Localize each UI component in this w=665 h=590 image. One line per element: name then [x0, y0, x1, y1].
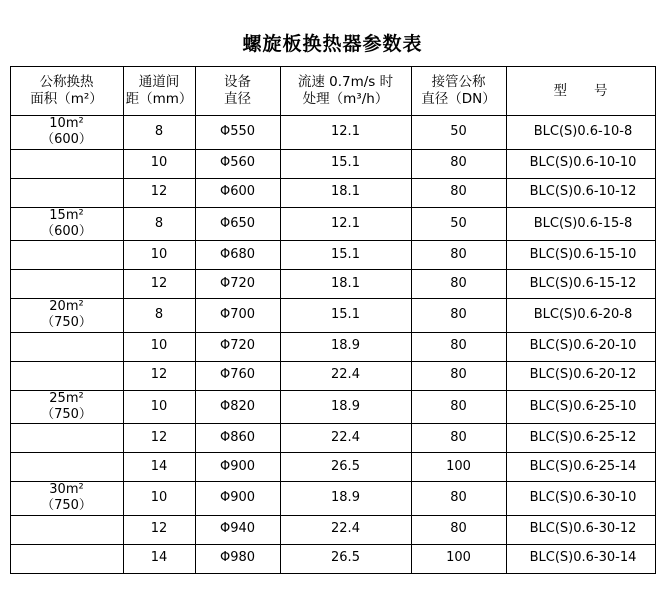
column-header-flow-line2: 处理（m³/h） [302, 91, 389, 107]
table-row [10, 207, 655, 241]
cell-diameter: Φ550 [195, 116, 280, 150]
table-row [10, 361, 655, 390]
cell-diameter: Φ760 [195, 361, 280, 390]
cell-dn: 80 [411, 515, 506, 544]
cell-gap: 10 [123, 241, 195, 270]
cell-area [10, 424, 123, 453]
table-row [10, 482, 655, 516]
table-row [10, 270, 655, 299]
cell-area [10, 207, 123, 241]
column-header-dn-line2: 直径（DN） [421, 91, 496, 107]
column-header-area-line2: 面积（m²） [30, 91, 103, 107]
column-header-diameter-line1: 设备 [224, 74, 251, 91]
cell-dn: 80 [411, 332, 506, 361]
cell-area [10, 390, 123, 424]
cell-gap: 8 [123, 116, 195, 150]
cell-gap: 12 [123, 515, 195, 544]
cell-diameter: Φ680 [195, 241, 280, 270]
table-row [10, 453, 655, 482]
cell-gap: 14 [123, 453, 195, 482]
cell-area [10, 332, 123, 361]
page-title: 螺旋板换热器参数表 [242, 33, 423, 55]
cell-flow: 26.5 [280, 544, 411, 573]
column-header-gap-line2: 距（mm） [125, 91, 193, 107]
cell-flow: 12.1 [280, 207, 411, 241]
cell-dn: 80 [411, 178, 506, 207]
column-header-flow [280, 67, 411, 116]
cell-dn: 50 [411, 207, 506, 241]
cell-dn: 80 [411, 241, 506, 270]
column-header-area [10, 67, 123, 116]
table-row [10, 544, 655, 573]
cell-flow: 18.9 [280, 390, 411, 424]
cell-diameter: Φ980 [195, 544, 280, 573]
table-row [10, 149, 655, 178]
column-header-dn [411, 67, 506, 116]
cell-flow: 15.1 [280, 299, 411, 333]
cell-model: BLC(S)0.6-20-8 [506, 299, 655, 333]
column-header-diameter [195, 67, 280, 116]
table-header-row [10, 67, 655, 116]
cell-diameter: Φ900 [195, 453, 280, 482]
table-row [10, 390, 655, 424]
table-row [10, 116, 655, 150]
cell-diameter: Φ560 [195, 149, 280, 178]
cell-gap: 14 [123, 544, 195, 573]
cell-model: BLC(S)0.6-10-12 [506, 178, 655, 207]
table-row [10, 332, 655, 361]
cell-area-line2: （750） [41, 315, 92, 331]
cell-area-line1: 15m² [49, 207, 84, 223]
cell-gap: 10 [123, 149, 195, 178]
table-row [10, 178, 655, 207]
cell-model: BLC(S)0.6-25-14 [506, 453, 655, 482]
cell-gap: 10 [123, 482, 195, 516]
cell-area [10, 178, 123, 207]
cell-diameter: Φ720 [195, 270, 280, 299]
cell-model: BLC(S)0.6-15-12 [506, 270, 655, 299]
cell-diameter: Φ820 [195, 390, 280, 424]
cell-area [10, 270, 123, 299]
column-header-gap [123, 67, 195, 116]
cell-flow: 18.9 [280, 482, 411, 516]
cell-flow: 22.4 [280, 515, 411, 544]
cell-area [10, 482, 123, 516]
cell-diameter: Φ700 [195, 299, 280, 333]
cell-model: BLC(S)0.6-30-10 [506, 482, 655, 516]
cell-area [10, 361, 123, 390]
column-header-flow-line1: 流速 0.7m/s 时 [297, 74, 394, 91]
cell-area [10, 515, 123, 544]
cell-gap: 8 [123, 207, 195, 241]
cell-area-line2: （600） [41, 223, 92, 239]
table-row [10, 241, 655, 270]
cell-area-line1: 10m² [49, 116, 84, 131]
cell-area [10, 241, 123, 270]
cell-area [10, 149, 123, 178]
cell-flow: 18.9 [280, 332, 411, 361]
cell-area-line1: 30m² [49, 482, 84, 497]
cell-dn: 80 [411, 361, 506, 390]
table-row [10, 424, 655, 453]
cell-diameter: Φ900 [195, 482, 280, 516]
cell-dn: 100 [411, 544, 506, 573]
cell-dn: 80 [411, 390, 506, 424]
column-header-gap-line1: 通道间 [138, 74, 180, 91]
cell-model: BLC(S)0.6-10-10 [506, 149, 655, 178]
cell-gap: 12 [123, 424, 195, 453]
cell-flow: 22.4 [280, 361, 411, 390]
cell-diameter: Φ600 [195, 178, 280, 207]
cell-model: BLC(S)0.6-30-12 [506, 515, 655, 544]
cell-model: BLC(S)0.6-15-8 [506, 207, 655, 241]
parameter-table [10, 66, 656, 574]
cell-gap: 12 [123, 361, 195, 390]
cell-dn: 80 [411, 270, 506, 299]
table-row [10, 299, 655, 333]
cell-dn: 80 [411, 482, 506, 516]
column-header-diameter-line2: 直径 [224, 91, 251, 107]
cell-dn: 100 [411, 453, 506, 482]
cell-flow: 18.1 [280, 178, 411, 207]
cell-gap: 10 [123, 332, 195, 361]
cell-area [10, 116, 123, 150]
cell-gap: 12 [123, 178, 195, 207]
cell-model: BLC(S)0.6-15-10 [506, 241, 655, 270]
cell-dn: 80 [411, 149, 506, 178]
cell-diameter: Φ650 [195, 207, 280, 241]
column-header-model [506, 67, 655, 116]
cell-model: BLC(S)0.6-20-10 [506, 332, 655, 361]
cell-diameter: Φ940 [195, 515, 280, 544]
cell-area-line1: 20m² [49, 299, 84, 314]
table-body [10, 116, 655, 574]
table-header [10, 67, 655, 116]
cell-dn: 80 [411, 424, 506, 453]
cell-model: BLC(S)0.6-20-12 [506, 361, 655, 390]
cell-area-line1: 25m² [49, 390, 84, 406]
cell-dn: 50 [411, 116, 506, 150]
cell-area-line2: （750） [41, 406, 92, 422]
cell-diameter: Φ720 [195, 332, 280, 361]
cell-gap: 10 [123, 390, 195, 424]
cell-area-line2: （750） [41, 498, 92, 514]
cell-model: BLC(S)0.6-30-14 [506, 544, 655, 573]
cell-flow: 22.4 [280, 424, 411, 453]
table-row [10, 515, 655, 544]
cell-flow: 12.1 [280, 116, 411, 150]
cell-gap: 8 [123, 299, 195, 333]
column-header-dn-line1: 接管公称 [431, 74, 486, 91]
cell-flow: 18.1 [280, 270, 411, 299]
cell-area [10, 299, 123, 333]
cell-flow: 15.1 [280, 241, 411, 270]
column-header-model-line1: 型 号 [553, 82, 608, 99]
cell-model: BLC(S)0.6-10-8 [506, 116, 655, 150]
column-header-area-line1: 公称换热 [39, 74, 94, 91]
cell-gap: 12 [123, 270, 195, 299]
cell-model: BLC(S)0.6-25-12 [506, 424, 655, 453]
cell-diameter: Φ860 [195, 424, 280, 453]
cell-flow: 26.5 [280, 453, 411, 482]
cell-flow: 15.1 [280, 149, 411, 178]
cell-dn: 80 [411, 299, 506, 333]
cell-model: BLC(S)0.6-25-10 [506, 390, 655, 424]
cell-area [10, 453, 123, 482]
cell-area [10, 544, 123, 573]
cell-area-line2: （600） [41, 132, 92, 148]
